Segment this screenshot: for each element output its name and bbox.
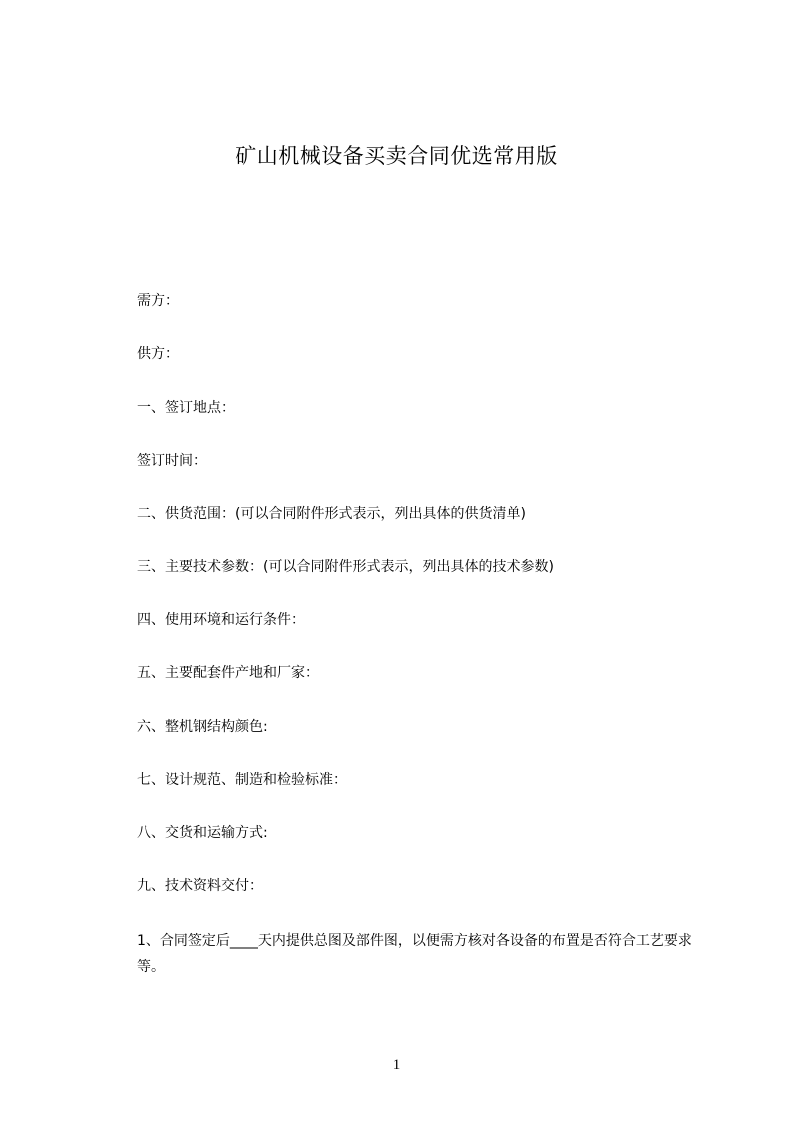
buyer-line: 需方：	[137, 293, 179, 309]
drawings-delivery-paragraph: 1、合同签定后____天内提供总图及部件图，以便需方核对各设备的布置是否符合工艺要求等。	[137, 933, 692, 975]
design-standards-line: 七、设计规范、制造和检验标准：	[137, 772, 347, 788]
technical-documents-line: 九、技术资料交付：	[137, 878, 263, 894]
page-number: 1	[392, 1057, 401, 1073]
steel-structure-color-line: 六、整机钢结构颜色:	[137, 719, 268, 735]
document-title: 矿山机械设备买卖合同优选常用版	[235, 144, 558, 168]
operating-conditions-line: 四、使用环境和运行条件：	[137, 612, 305, 628]
delivery-transport-line: 八、交货和运输方式:	[137, 825, 268, 841]
signing-time-line: 签订时间：	[137, 453, 207, 469]
supplier-line: 供方：	[137, 346, 179, 362]
signing-place-line: 一、签订地点：	[137, 400, 235, 416]
components-origin-line: 五、主要配套件产地和厂家：	[137, 665, 319, 681]
supply-scope-line: 二、供货范围：(可以合同附件形式表示，列出具体的供货清单)	[137, 506, 526, 522]
technical-parameters-line: 三、主要技术参数：(可以合同附件形式表示，列出具体的技术参数)	[137, 559, 554, 575]
